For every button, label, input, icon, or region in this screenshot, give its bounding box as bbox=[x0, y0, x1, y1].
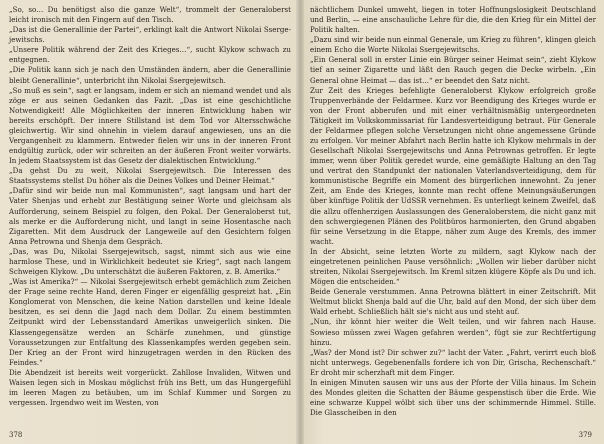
left-page bbox=[0, 0, 300, 444]
right-page-number: 379 bbox=[578, 431, 592, 439]
paragraph: Die Abendzeit ist bereits weit vorgerückt. Zahllose Invaliden, Witwen und Waisen legen sich in Moskau möglichst früh ins Bett, um das Hungergefühl im leeren Magen zu betäuben, um im Schlaf Kummer und Sorgen zu vergessen. Irgendwo weit im Westen, von bbox=[9, 367, 291, 408]
right-page bbox=[300, 0, 604, 444]
paragraph: „Dazu sind wir beide nun einmal Generale, um Krieg zu führen“, klingen gleich einem Echo die Worte Nikolai Ssergejewitschs. bbox=[310, 35, 596, 55]
paragraph: nächtlichem Dunkel umweht, liegen in toter Hoffnungslosigkeit Deutschland und Berlin, — eine anschauliche Lehre für die, die den Krieg für ein Mittel der Politik halten. bbox=[310, 5, 596, 35]
paragraph: „So, so… Du benötigst also die ganze Welt“, trommelt der Generaloberst leicht ironisch mit den Fingern auf den Tisch. bbox=[9, 5, 291, 25]
paragraph: In der Absicht, seine letzten Worte zu mildern, sagt Klykow nach der eingetretenen peinlichen Pause versöhnlich: „Wollen wir lieber darüber nicht streiten, Nikolai Ssergejewitsch. Im Kreml sitzen klügere Köpfe als Du und ich. Mögen die entscheiden.“ bbox=[310, 246, 596, 287]
paragraph: „Was ist Amerika?“ — Nikolai Ssergejewitsch erhebt gemächlich zum Zeichen der Frage seine rechte Hand, deren Finger er eigenfällig gespreizt hat. „Ein Konglomerat von Menschen, die keine Nation darstellen und keine Ideale besitzen, es sei denn die Jagd nach dem Dollar. Zu einem bestimmten Zeitpunkt wird der Lebensstandard Amerikas unweigerlich sinken. Die Klassengegensätze werden an Schärfe zunehmen, und günstige Voraussetzungen zur Entfaltung des Klassenkampfes werden gegeben sein. Der Krieg an der Front wird hinzugetragen werden in den Rücken des Feindes.“ bbox=[9, 277, 291, 367]
paragraph: „Das, was Du, Nikolai Ssergejewitsch, sagst, nimmt sich aus wie eine harmlose These, und in Wirklichkeit bedeutet sie Krieg“, sagt nach langem Schweigen Klykow. „Du unterschätzt die äußeren Faktoren, z. B. Amerika.“ bbox=[9, 246, 291, 277]
paragraph: „Die Politik kann sich je nach den Umständen ändern, aber die Generallinie bleibt Generallinie“, unterbricht ihn Nikolai Ssergejewitsch. bbox=[9, 65, 291, 85]
left-page-number: 378 bbox=[9, 431, 23, 439]
paragraph: „Dafür sind wir beide nun mal Kommunisten“, sagt langsam und hart der Vater Shenjas und erhebt zur Bestätigung seiner Worte und gleichsam als Aufforderung, seinem Beispiel zu folgen, den Pokal. Der Generaloberst tut, als merke er die Aufforderung nicht, und langt in seine Hosentasche nach Zigaretten. Mit dem Ausdruck der Langeweile auf den Gesichtern folgen Anna Petrowna und Shenja dem Gespräch. bbox=[9, 186, 291, 246]
paragraph: „Da gehst Du zu weit, Nikolai Ssergejewitsch. Die Interessen des Staatssystems stellst Du höher als die Deines Volkes und Deiner Heimat.“ bbox=[9, 166, 291, 186]
paragraph: „Was? der Mond ist? Dir schwer zu?“ lacht der Vater. „Fahrt, verirrt euch bloß nicht unterwegs. Gegebenenfalls fordere ich von Dir, Grischa, Rechenschaft.“ Er droht mir scherzhaft mit dem Finger. bbox=[310, 347, 596, 377]
paragraph: „Unsere Politik während der Zeit des Krieges…“, sucht Klykow schwach zu entgegnen. bbox=[9, 45, 291, 65]
book-gutter bbox=[296, 0, 304, 444]
paragraph: Beide Generale verstummen. Anna Petrowna blättert in einer Zeitschrift. Mit Weltmut blickt Shenja bald auf die Uhr, bald auf den Mond, der sich über dem Wald erhebt. Schließlich hält sie's nicht aus und steht auf. bbox=[310, 287, 596, 317]
paragraph: Zur Zeit des Krieges befehligte Generaloberst Klykow erfolgreich große Truppenverbände der Feldarmee. Kurz vor Beendigung des Krieges wurde er von der Front abberufen und mit einer verhältnismäßig untergeordneten Tätigkeit im Volkskommissariat für Landesverteidigung betraut. Für Generale der Feldarmee pflegen solche Versetzungen nicht ohne angemessene Gründe zu erfolgen. Vor meiner Abfahrt nach Berlin hatte ich Klykow mehrmals in der Gesellschaft Nikolai Ssergejewitschs und Anna Petrownas getroffen. Er legte immer, wenn über Politik geredet wurde, eine gemäßigte Haltung an den Tag und vertrat den Standpunkt der nationalen Vaterlandsverteidigung, dem für kommunistische Begriffe ein Moment des bürgerlichen innewohnt. Zu jener Zeit, am Ende des Krieges, konnte man recht offene Meinungsäußerungen über künftige Politik der UdSSR vernehmen. Es unterliegt keinem Zweifel, daß die allzu offenherzigen Auslassungen des Generaloberstem, die nicht ganz mit den schwergiegenen Plänen des Politbüros harmonierten, den Grund abgaben für seine Versetzung in die Etappe, näher zum Auge des Kremls, des immer wacht. bbox=[310, 85, 596, 246]
paragraph: In einigen Minuten sausen wir uns aus der Pforte der Villa hinaus. Im Schein des Mondes gleiten die Schatten der Bäume gespenstisch über die Erde. Wie eine schwarze Kuppel wölbt sich über uns der schimmernde Himmel. Stille. Die Glasscheiben in den bbox=[310, 377, 596, 418]
paragraph: „Nun, ihr könnt hier weiter die Welt teilen, und wir fahren nach Hause. Sowieso müssen zwei Wagen gefahren werden“, fügt sie zur Rechtfertigung hinzu. bbox=[310, 317, 596, 347]
right-page-text bbox=[310, 5, 596, 418]
paragraph: „Ein General soll in erster Linie ein Bürger seiner Heimat sein“, zieht Klykow tief an seiner Zigarette und läßt den Rauch gegen die Decke wirbeln. „Ein General ohne Heimat — das ist…“ er beendet den Satz nicht. bbox=[310, 55, 596, 85]
left-page-text bbox=[9, 5, 291, 408]
paragraph: „Das ist die Generallinie der Partei“, erklingt kalt die Antwort Nikolai Ssergejewitschs. bbox=[9, 25, 291, 45]
paragraph: „So muß es sein“, sagt er langsam, indem er sich an niemand wendet und als zöge er aus seinen Gedanken das Fazit. „Das ist eine geschichtliche Notwendigkeit! Alle Möglichkeiten der inneren Entwicklung haben wir bereits erschöpft. Der innere Stillstand ist dem Tod vor Altersschwäche gleichwertig. Wir sind ohnehin in vielem darauf angewiesen, uns an die Vergangenheit zu klammern. Entweder fielen wir uns in der inneren Front endgültig zurück, oder wir schreiten an der äußeren Front weiter vorwärts. In jedem Staatssystem ist das Gesetz der dialektischen Entwicklung.“ bbox=[9, 85, 291, 166]
